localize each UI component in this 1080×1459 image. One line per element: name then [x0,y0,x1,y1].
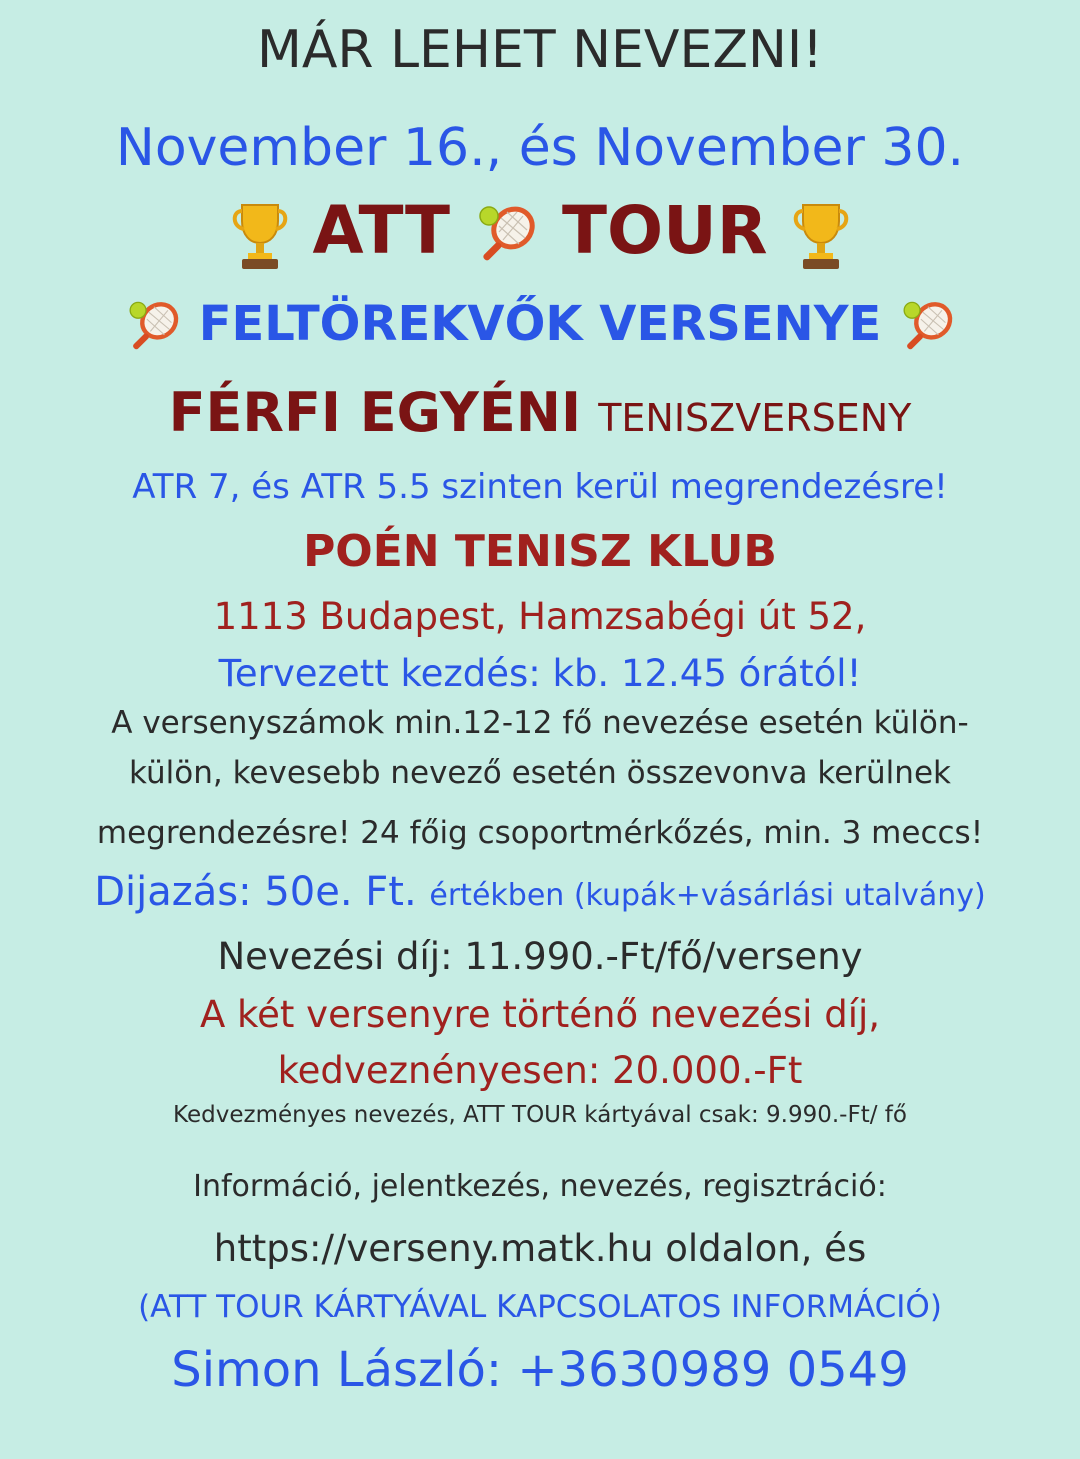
tennis-racket-icon [898,298,956,356]
card-discount: Kedvezményes nevezés, ATT TOUR kártyával csak: 9.990.-Ft/ fő [173,1102,907,1128]
start-time: Tervezett kezdés: kb. 12.45 órától! [218,652,862,695]
category-main: FÉRFI EGYÉNI [168,381,582,444]
two-events-fee-line-2: kedveznényesen: 20.000.-Ft [277,1049,803,1092]
info-label: Információ, jelentkezés, nevezés, regisztráció: [193,1169,887,1204]
two-events-fee-line-1: A két versenyre történő nevezési díj, [199,993,881,1036]
rules-line-1: A versenyszámok min.12-12 fő nevezése esetén külön- [111,705,969,741]
prize-detail: értékben (kupák+vásárlási utalvány) [429,878,986,913]
levels: ATR 7, és ATR 5.5 szinten kerül megrendezésre! [132,467,948,507]
subtitle [0,298,1080,356]
rules-line-2: külön, kevesebb nevező esetén összevonva kerülnek [129,755,951,791]
tour-word-att: ATT [312,192,450,269]
subtitle-text: FELTÖREKVŐK VERSENYE [198,296,882,352]
contact: Simon László: +3630989 0549 [171,1342,909,1398]
tennis-racket-icon [473,202,539,268]
headline: MÁR LEHET NEVEZNI! [256,20,824,80]
category [0,381,1080,444]
prize [0,869,1080,915]
event-dates: November 16., és November 30. [115,118,965,178]
entry-fee: Nevezési díj: 11.990.-Ft/fő/verseny [217,935,863,978]
prize-main: Dijazás: 50e. Ft. [94,869,417,915]
address: 1113 Budapest, Hamzsabégi út 52, [213,595,867,638]
category-suffix: TENISZVERSENY [598,396,912,440]
venue: POÉN TENISZ KLUB [303,526,777,577]
rules-line-3: megrendezésre! 24 főig csoportmérkőzés, min. 3 meccs! [96,815,984,851]
tennis-racket-icon [124,298,182,356]
tour-title [0,192,1080,271]
tour-word-tour: TOUR [561,192,768,269]
website: https://verseny.matk.hu oldalon, és [213,1227,867,1270]
trophy-icon [791,199,851,271]
trophy-icon [230,199,290,271]
card-info: (ATT TOUR KÁRTYÁVAL KAPCSOLATOS INFORMÁCIÓ) [138,1289,942,1325]
